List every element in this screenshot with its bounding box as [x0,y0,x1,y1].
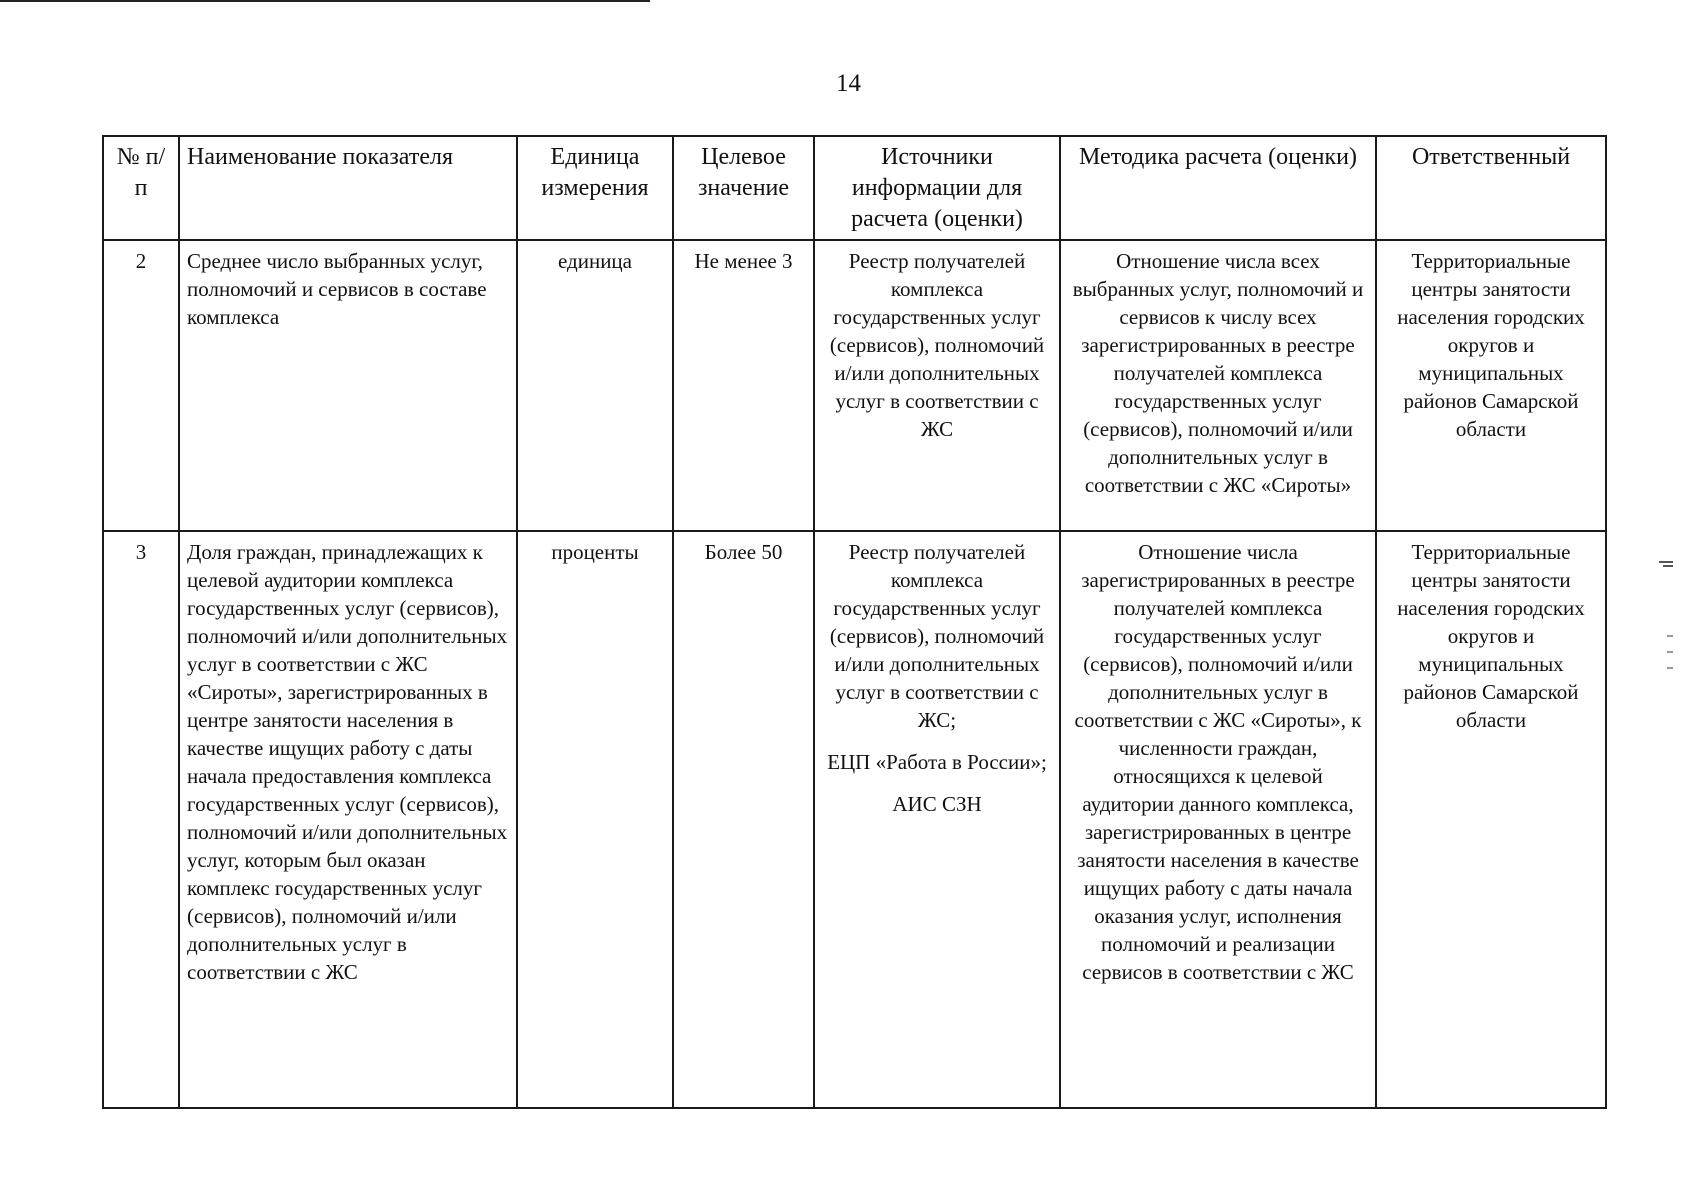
page-number: 14 [836,70,861,97]
source-item: Реестр получателей комплекса государственных услуг (сервисов), полномочий и/или дополнительных услуг в соответствии с ЖС; [829,540,1045,732]
header-unit: Единица измерения [517,136,673,240]
indicator-sources [814,240,1060,531]
scan-mark [1667,651,1673,653]
table-header-row [103,136,1606,240]
row-number: 2 [103,240,179,531]
source-item: АИС СЗН [892,792,982,816]
indicator-responsible: Территориальные центры занятости населения городских округов и муниципальных районов Самарской области [1376,240,1606,531]
header-sources: Источники информации для расчета (оценки) [814,136,1060,240]
indicator-method: Отношение числа всех выбранных услуг, полномочий и сервисов к числу всех зарегистрированных в реестре получателей комплекса государственных услуг (сервисов), полномочий и/или дополнительных услуг в соответствии с ЖС «Сироты» [1060,240,1376,531]
header-number: № п/п [103,136,179,240]
indicator-name: Среднее число выбранных услуг, полномочий и сервисов в составе комплекса [179,240,517,531]
scan-mark [1667,635,1673,637]
header-target-value: Целевое значение [673,136,814,240]
scan-edge-line [0,0,650,2]
header-responsible: Ответственный [1376,136,1606,240]
table-row [103,531,1606,1108]
row-number: 3 [103,531,179,1108]
indicator-method: Отношение числа зарегистрированных в реестре получателей комплекса государственных услуг (сервисов), полномочий и/или дополнительных услуг в соответствии с ЖС «Сироты», к численности граждан, относящихся к целевой аудитории данного комплекса, зарегистрированных в центре занятости населения в качестве ищущих работу с даты начала оказания услуг, исполнения полномочий и реализации сервисов в соответствии с ЖС [1060,531,1376,1108]
scan-margin-marks [1655,555,1685,695]
table-row [103,240,1606,531]
scan-mark [1667,667,1673,669]
indicator-name: Доля граждан, принадлежащих к целевой аудитории комплекса государственных услуг (сервисов), полномочий и/или дополнительных услуг в соответствии с ЖС «Сироты», зарегистрированных в центре занятости населения в качестве ищущих работу с даты начала предоставления комплекса государственных услуг (сервисов), полномочий и/или дополнительных услуг, которым был оказан комплекс государственных услуг (сервисов), полномочий и/или дополнительных услуг в соответствии с ЖС [179,531,517,1108]
indicator-sources [814,531,1060,1108]
source-item: ЕЦП «Работа в России»; [827,750,1047,774]
header-indicator-name: Наименование показателя [179,136,517,240]
header-method: Методика расчета (оценки) [1060,136,1376,240]
scan-mark [1663,565,1673,567]
indicator-unit: проценты [517,531,673,1108]
indicator-target: Не менее 3 [673,240,814,531]
indicator-unit: единица [517,240,673,531]
source-item: Реестр получателей комплекса государственных услуг (сервисов), полномочий и/или дополнительных услуг в соответствии с ЖС [829,249,1045,441]
indicators-table [102,135,1607,1109]
indicator-responsible: Территориальные центры занятости населения городских округов и муниципальных районов Самарской области [1376,531,1606,1108]
scan-mark [1659,561,1673,563]
indicator-target: Более 50 [673,531,814,1108]
